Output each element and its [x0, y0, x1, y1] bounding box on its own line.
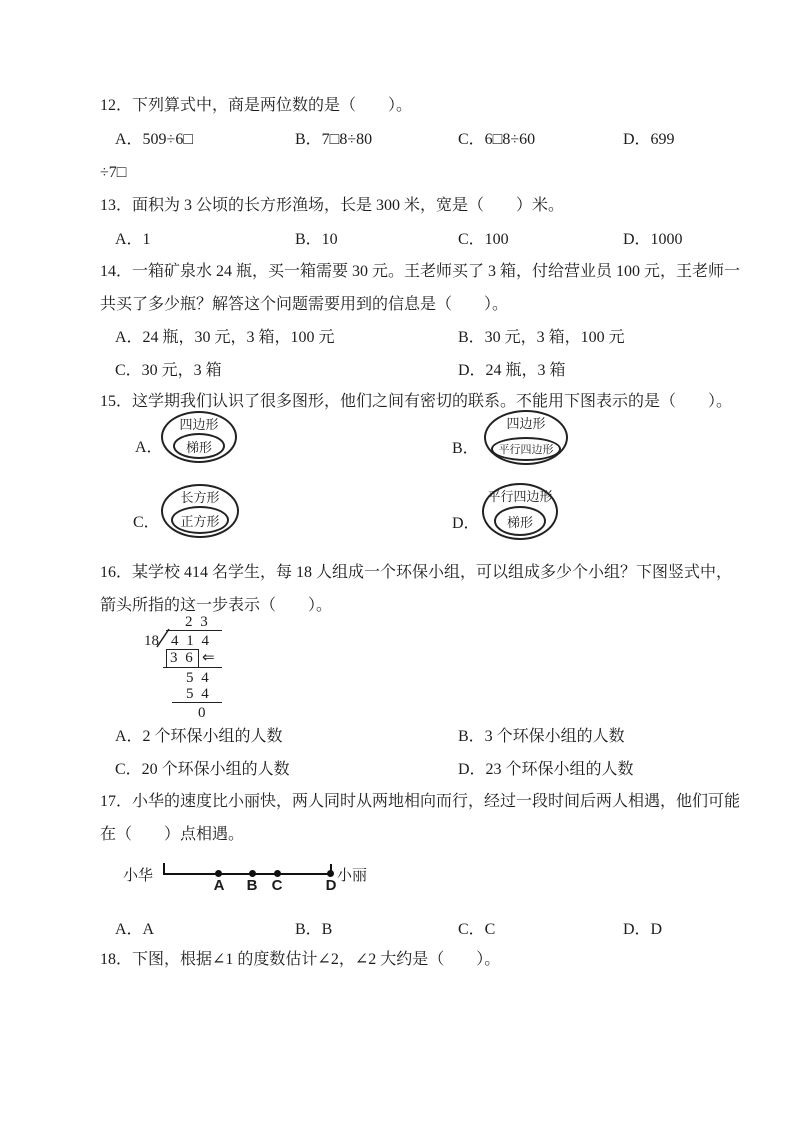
q13-stem: 13．面积为 3 公顷的长方形渔场，长是 300 米，宽是（ ）米。	[100, 197, 565, 214]
point-dot-d	[327, 870, 334, 877]
point-dot-c	[274, 870, 281, 877]
q15-diagram-c-label: C．	[133, 514, 160, 531]
q13-option-b: B．10	[295, 231, 338, 248]
arrow-left-icon: ⇐	[202, 648, 215, 666]
q15-diagram-a-label: A．	[135, 439, 163, 456]
q16-option-d: D．23 个环保小组的人数	[458, 761, 634, 778]
numberline-right-label: 小丽	[337, 868, 368, 884]
outer-set-label: 长方形	[180, 490, 220, 505]
q17-option-a: A．A	[115, 921, 155, 938]
division-dividend: 4 1 4	[171, 633, 211, 649]
q17-option-c: C．C	[458, 921, 496, 938]
q16-stem-line1: 16．某学校 414 名学生，每 18 人组成一个环保小组，可以组成多少个小组？下图竖式中，	[100, 564, 733, 581]
venn-diagram-b	[452, 408, 572, 468]
outer-set-label: 平行四边形	[487, 489, 553, 504]
division-subtrahend-2: 5 4	[186, 686, 211, 702]
meeting-point-diagram	[123, 856, 393, 900]
q17-option-d: D．D	[623, 921, 663, 938]
q14-stem-line1: 14．一箱矿泉水 24 瓶，买一箱需要 30 元。王老师买了 3 箱，付给营业员 100 元，王老师一	[100, 263, 741, 280]
q15-diagram-d-label: D．	[452, 515, 480, 532]
q16-option-c: C．20 个环保小组的人数	[115, 761, 290, 778]
q12-option-d: D．699	[623, 131, 675, 148]
q16-stem-line2: 箭头所指的这一步表示（ ）。	[100, 597, 333, 614]
division-subtrahend-1: 5 4	[186, 670, 211, 686]
outer-ellipse	[484, 410, 568, 465]
q17-option-b: B．B	[295, 921, 333, 938]
point-label-c: C	[271, 877, 283, 894]
q18-stem: 18．下图，根据∠1 的度数估计∠2，∠2 大约是（ ）。	[100, 951, 501, 968]
inner-ellipse: 梯形	[173, 433, 225, 459]
q13-option-a: A．1	[115, 231, 151, 248]
venn-diagram-a	[135, 410, 245, 468]
q14-option-c: C．30 元，3 箱	[115, 362, 222, 379]
division-boxed-step: 3 6	[166, 649, 199, 668]
q17-stem-line2: 在（ ）点相遇。	[100, 826, 245, 843]
venn-diagram-d	[452, 481, 572, 543]
long-division-diagram	[140, 612, 270, 724]
q14-stem-line2: 共买了多少瓶？解答这个问题需要用到的信息是（ ）。	[100, 296, 509, 313]
point-label-a: A	[213, 877, 225, 894]
outer-ellipse	[482, 483, 558, 540]
division-rule-line-1	[163, 667, 222, 668]
q13-option-d: D．1000	[623, 231, 683, 248]
outer-ellipse	[161, 411, 237, 463]
division-remainder: 0	[198, 705, 206, 721]
q12-option-a: A．509÷6□	[115, 131, 194, 148]
q12-stem: 12．下列算式中，商是两位数的是（ ）。	[100, 97, 413, 114]
point-dot-a	[215, 870, 222, 877]
q16-option-b: B．3 个环保小组的人数	[458, 728, 625, 745]
point-dot-b	[249, 870, 256, 877]
q17-stem-line1: 17．小华的速度比小丽快，两人同时从两地相向而行，经过一段时间后两人相遇，他们可能	[100, 793, 741, 810]
division-quotient: 2 3	[185, 614, 210, 630]
q14-option-a: A．24 瓶，30 元，3 箱，100 元	[115, 329, 335, 346]
numberline-line	[163, 873, 333, 875]
point-label-d: D	[325, 877, 337, 894]
q12-option-b: B．7□8÷80	[295, 131, 373, 148]
q12-option-c: C．6□8÷60	[458, 131, 536, 148]
division-rule-line-2	[172, 702, 222, 703]
q14-option-b: B．30 元，3 箱，100 元	[458, 329, 625, 346]
outer-ellipse	[161, 484, 239, 538]
numberline-left-label: 小华	[123, 868, 154, 884]
q14-option-d: D．24 瓶，3 箱	[458, 362, 566, 379]
q15-stem: 15．这学期我们认识了很多图形，他们之间有密切的联系。不能用下图表示的是（ ）。	[100, 393, 733, 410]
numberline-left-tick	[163, 863, 165, 873]
venn-diagram-c	[133, 484, 243, 542]
division-bracket-slash	[156, 628, 170, 648]
q15-diagram-b-label: B．	[452, 440, 479, 457]
division-divisor: 18	[144, 633, 159, 649]
q16-option-a: A．2 个环保小组的人数	[115, 728, 283, 745]
q12-option-d-wrap: ÷7□	[100, 164, 127, 181]
q13-option-c: C．100	[458, 231, 509, 248]
inner-ellipse: 平行四边形	[491, 437, 561, 461]
division-vinculum-line	[166, 630, 222, 631]
point-label-b: B	[246, 877, 258, 894]
outer-set-label: 四边形	[179, 417, 219, 432]
inner-ellipse: 正方形	[171, 506, 229, 534]
inner-ellipse: 梯形	[494, 506, 546, 536]
outer-set-label: 四边形	[506, 416, 546, 431]
